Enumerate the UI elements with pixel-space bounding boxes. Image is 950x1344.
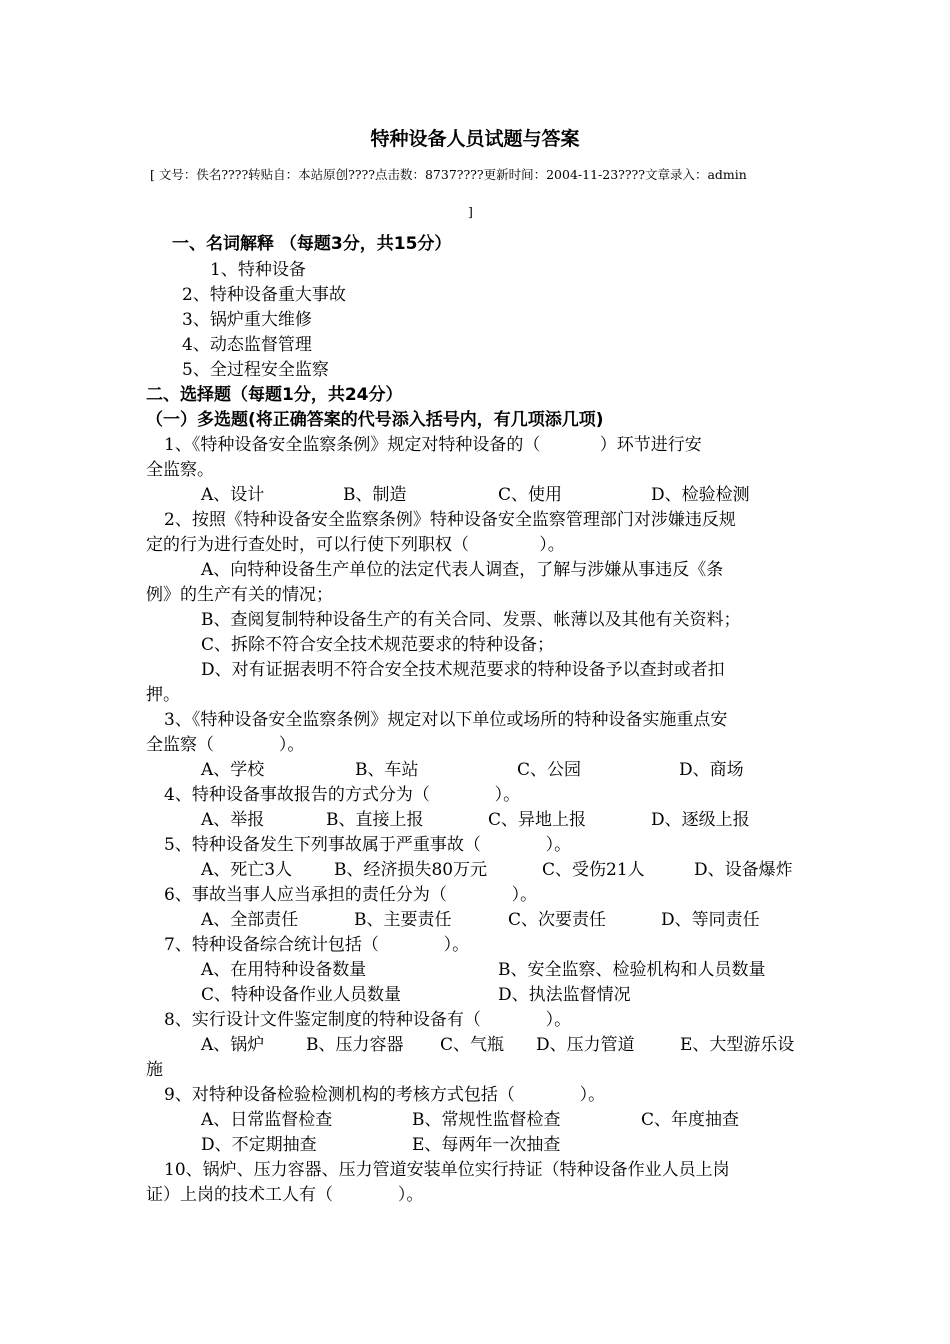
option: A、学校 — [201, 760, 265, 780]
question-text: 3、《特种设备安全监察条例》规定对以下单位或场所的特种设备实施重点安 — [164, 710, 728, 730]
option: C、拆除不符合安全技术规范要求的特种设备； — [201, 635, 555, 655]
option: D、设备爆炸 — [694, 860, 793, 880]
option: B、常规性监督检查 — [412, 1110, 561, 1130]
option-continued: 施 — [146, 1060, 163, 1080]
option: C、异地上报 — [488, 810, 587, 830]
option: D、商场 — [679, 760, 744, 780]
option: B、查阅复制特种设备生产的有关合同、发票、帐薄以及其他有关资料； — [201, 610, 741, 630]
option: B、制造 — [343, 485, 407, 505]
option: 押。 — [146, 685, 180, 705]
article-meta: [ 文号：佚名????转贴自：本站原创????点击数：8737????更新时间：2004-11-23????文章录入：admin — [150, 167, 747, 182]
question-text: 7、特种设备综合统计包括（ ）。 — [164, 935, 470, 955]
list-item: 3、锅炉重大维修 — [182, 310, 312, 330]
option: D、压力管道 — [536, 1035, 635, 1055]
option: A、设计 — [201, 485, 265, 505]
option: E、每两年一次抽查 — [412, 1135, 561, 1155]
option: B、压力容器 — [306, 1035, 404, 1055]
option: C、公园 — [517, 760, 582, 780]
option: D、逐级上报 — [651, 810, 750, 830]
option: C、年度抽查 — [641, 1110, 740, 1130]
option: C、特种设备作业人员数量 — [201, 985, 402, 1005]
document-title: 特种设备人员试题与答案 — [370, 128, 580, 150]
question-text: 全监察（ ）。 — [146, 735, 305, 755]
option: B、直接上报 — [326, 810, 424, 830]
article-meta-close: ] — [468, 204, 473, 219]
question-text: 定的行为进行查处时，可以行使下列职权（ ）。 — [146, 535, 565, 555]
question-text: 8、实行设计文件鉴定制度的特种设备有（ ）。 — [164, 1010, 572, 1030]
list-item: 4、动态监督管理 — [182, 335, 312, 355]
option: 例》的生产有关的情况； — [146, 585, 333, 605]
question-text: 证）上岗的技术工人有（ ）。 — [146, 1185, 424, 1205]
list-item: 5、全过程安全监察 — [182, 360, 329, 380]
option: A、死亡3人 — [201, 860, 293, 880]
sub-heading: （一）多选题(将正确答案的代号添入括号内，有几项添几项) — [146, 410, 604, 430]
question-text: 10、锅炉、压力容器、压力管道安装单位实行持证（特种设备作业人员上岗 — [164, 1160, 730, 1180]
list-item: 2、特种设备重大事故 — [182, 285, 346, 305]
option: B、车站 — [355, 760, 419, 780]
option: A、全部责任 — [201, 910, 299, 930]
option: D、执法监督情况 — [498, 985, 631, 1005]
option: B、经济损失80万元 — [334, 860, 488, 880]
option: D、不定期抽查 — [201, 1135, 317, 1155]
option: A、锅炉 — [201, 1035, 265, 1055]
question-text: 2、按照《特种设备安全监察条例》特种设备安全监察管理部门对涉嫌违反规 — [164, 510, 736, 530]
option: D、检验检测 — [651, 485, 750, 505]
option: C、使用 — [498, 485, 563, 505]
option: A、向特种设备生产单位的法定代表人调查，了解与涉嫌从事违反《条 — [201, 560, 724, 580]
option: B、安全监察、检验机构和人员数量 — [498, 960, 766, 980]
question-text: 6、事故当事人应当承担的责任分为（ ）。 — [164, 885, 538, 905]
question-text: 5、特种设备发生下列事故属于严重事故（ ）。 — [164, 835, 572, 855]
section-heading: 一、名词解释 （每题3分，共15分） — [172, 234, 452, 254]
option: D、等同责任 — [661, 910, 760, 930]
list-item: 1、特种设备 — [210, 260, 306, 280]
option: A、日常监督检查 — [201, 1110, 333, 1130]
option: A、举报 — [201, 810, 265, 830]
option: C、气瓶 — [440, 1035, 505, 1055]
option: A、在用特种设备数量 — [201, 960, 367, 980]
section-heading: 二、选择题（每题1分，共24分） — [146, 385, 403, 405]
option: D、对有证据表明不符合安全技术规范要求的特种设备予以查封或者扣 — [201, 660, 725, 680]
option: C、次要责任 — [508, 910, 607, 930]
option: B、主要责任 — [354, 910, 452, 930]
option: C、受伤21人 — [542, 860, 645, 880]
question-text: 9、对特种设备检验检测机构的考核方式包括（ ）。 — [164, 1085, 606, 1105]
question-text: 1、《特种设备安全监察条例》规定对特种设备的（ ）环节进行安 — [164, 435, 702, 455]
question-text: 4、特种设备事故报告的方式分为（ ）。 — [164, 785, 521, 805]
option: E、大型游乐设 — [680, 1035, 795, 1055]
question-text: 全监察。 — [146, 460, 214, 480]
